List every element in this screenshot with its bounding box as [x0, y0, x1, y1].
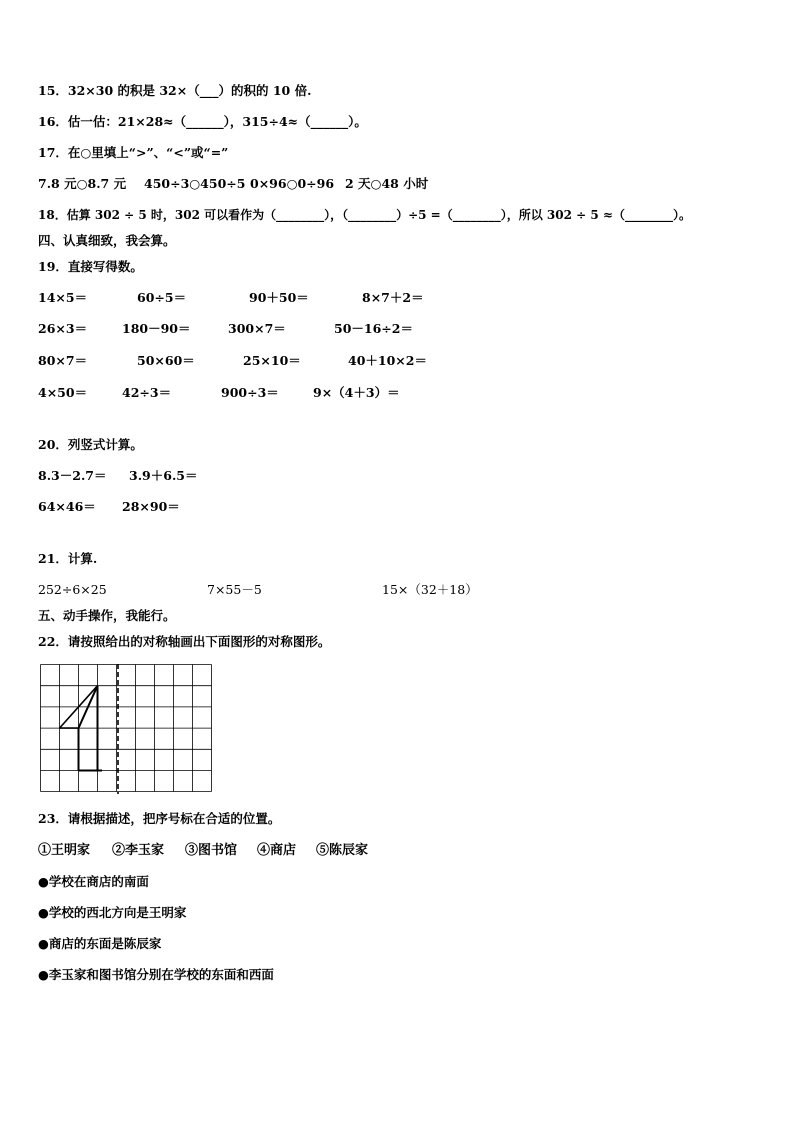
q17-item: 0×96○0÷96	[250, 176, 335, 191]
q19-cell: 90＋50＝	[249, 290, 309, 305]
section-5-heading: 五、动手操作，我能行。	[38, 608, 176, 623]
q19-cell: 14×5＝	[38, 290, 88, 305]
q19-cell: 60÷5＝	[137, 290, 187, 305]
q19-cell: 300×7＝	[228, 321, 286, 336]
q23-clue: ●李玉家和图书馆分别在学校的东面和西面	[38, 967, 274, 982]
q23-item: ④商店	[257, 843, 297, 858]
q22: 22．请按照给出的对称轴画出下面图形的对称图形。	[38, 634, 331, 649]
q23-clue: ●商店的东面是陈辰家	[38, 936, 162, 951]
q23-item: ③图书馆	[185, 843, 238, 858]
symmetry-grid	[40, 664, 214, 799]
q17: 17．在○里填上“>”、“<”或“=”	[38, 145, 229, 160]
q20-cell: 28×90＝	[122, 499, 180, 514]
q21-item: 15×（32＋18）	[382, 582, 478, 597]
q19-cell: 9×（4＋3）＝	[313, 385, 400, 400]
q18: 18．估算 302 ÷ 5 时，302 可以看作为（________），（________）÷5 =（________），所以 302 ÷ 5 ≈（________）。	[38, 208, 691, 222]
q17-item: 7.8 元○8.7 元	[38, 176, 127, 191]
q21-item: 252÷6×25	[38, 582, 107, 597]
q19-cell: 40＋10×2＝	[348, 353, 427, 368]
q19-cell: 180－90＝	[122, 321, 191, 336]
q19-cell: 4×50＝	[38, 385, 88, 400]
q19-cell: 8×7＋2＝	[362, 290, 424, 305]
symmetry-grid-svg	[40, 664, 214, 796]
q20-cell: 8.3－2.7＝	[38, 468, 107, 483]
q16: 16．估一估：21×28≈（______），315÷4≈（______）。	[38, 114, 367, 129]
q15: 15．32×30 的积是 32×（___）的积的 10 倍.	[38, 83, 312, 98]
q21-item: 7×55－5	[207, 582, 262, 597]
q23-clue: ●学校的西北方向是王明家	[38, 905, 187, 920]
q19-cell: 42÷3＝	[122, 385, 172, 400]
q23: 23．请根据描述，把序号标在合适的位置。	[38, 811, 281, 826]
q19: 19．直接写得数。	[38, 259, 143, 274]
q23-item: ⑤陈辰家	[316, 843, 369, 858]
q17-item: 450÷3○450÷5	[144, 176, 246, 191]
q20-cell: 64×46＝	[38, 499, 96, 514]
q23-item: ①王明家	[38, 843, 91, 858]
q19-cell: 80×7＝	[38, 353, 88, 368]
q17-item: 2 天○48 小时	[345, 176, 429, 191]
q21: 21．计算.	[38, 551, 98, 566]
q19-cell: 25×10＝	[243, 353, 301, 368]
q19-cell: 50×60＝	[137, 353, 195, 368]
q20-cell: 3.9＋6.5＝	[129, 468, 198, 483]
q19-cell: 26×3＝	[38, 321, 88, 336]
q23-clue: ●学校在商店的南面	[38, 874, 149, 889]
q19-cell: 50－16÷2＝	[334, 321, 413, 336]
q20: 20．列竖式计算。	[38, 437, 143, 452]
q19-cell: 900÷3＝	[221, 385, 279, 400]
section-4-heading: 四、认真细致，我会算。	[38, 233, 176, 248]
q23-item: ②李玉家	[112, 843, 165, 858]
